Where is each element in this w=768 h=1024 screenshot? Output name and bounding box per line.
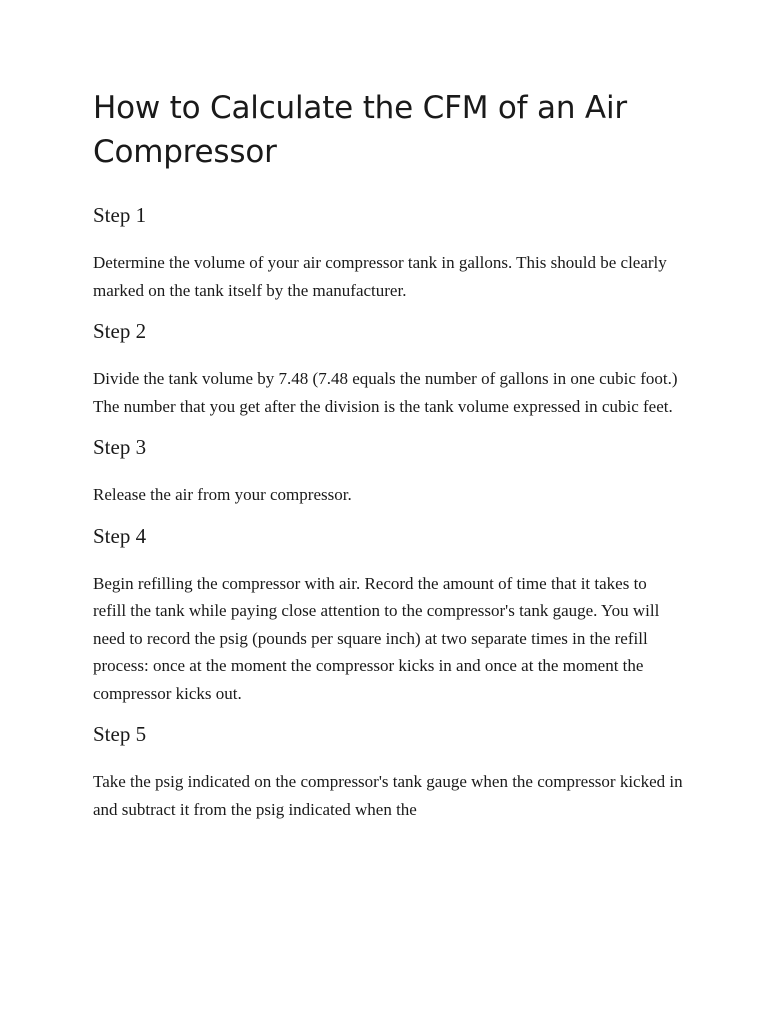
step-3 (93, 433, 683, 509)
step-4-text: Begin refilling the compressor with air. Record the amount of time that it takes to refill the tank while paying close attention to the compressor's tank gauge. You will need to record the psig (pounds per square inch) at two separate times in the refill process: once at the moment the compressor kicks in and once at the moment the compressor kicks out. (93, 573, 660, 703)
step-5-heading: Step 5 (93, 722, 147, 746)
step-1-heading: Step 1 (93, 203, 147, 227)
step-2-heading: Step 2 (93, 319, 147, 343)
step-2-text: Divide the tank volume by 7.48 (7.48 equals the number of gallons in one cubic foot.) The number that you get after the division is the tank volume expressed in cubic feet. (93, 369, 678, 416)
step-3-text: Release the air from your compressor. (93, 485, 352, 504)
document-page (93, 86, 683, 836)
step-2 (93, 317, 683, 420)
step-5 (93, 720, 683, 823)
document-title: How to Calculate the CFM of an Air Compressor (93, 90, 627, 170)
step-1 (93, 201, 683, 304)
step-5-text: Take the psig indicated on the compressor's tank gauge when the compressor kicked in and subtract it from the psig indicated when the (93, 772, 683, 819)
step-4 (93, 522, 683, 708)
step-1-text: Determine the volume of your air compressor tank in gallons. This should be clearly marked on the tank itself by the manufacturer. (93, 253, 667, 300)
step-3-heading: Step 3 (93, 435, 147, 459)
step-4-heading: Step 4 (93, 523, 147, 548)
